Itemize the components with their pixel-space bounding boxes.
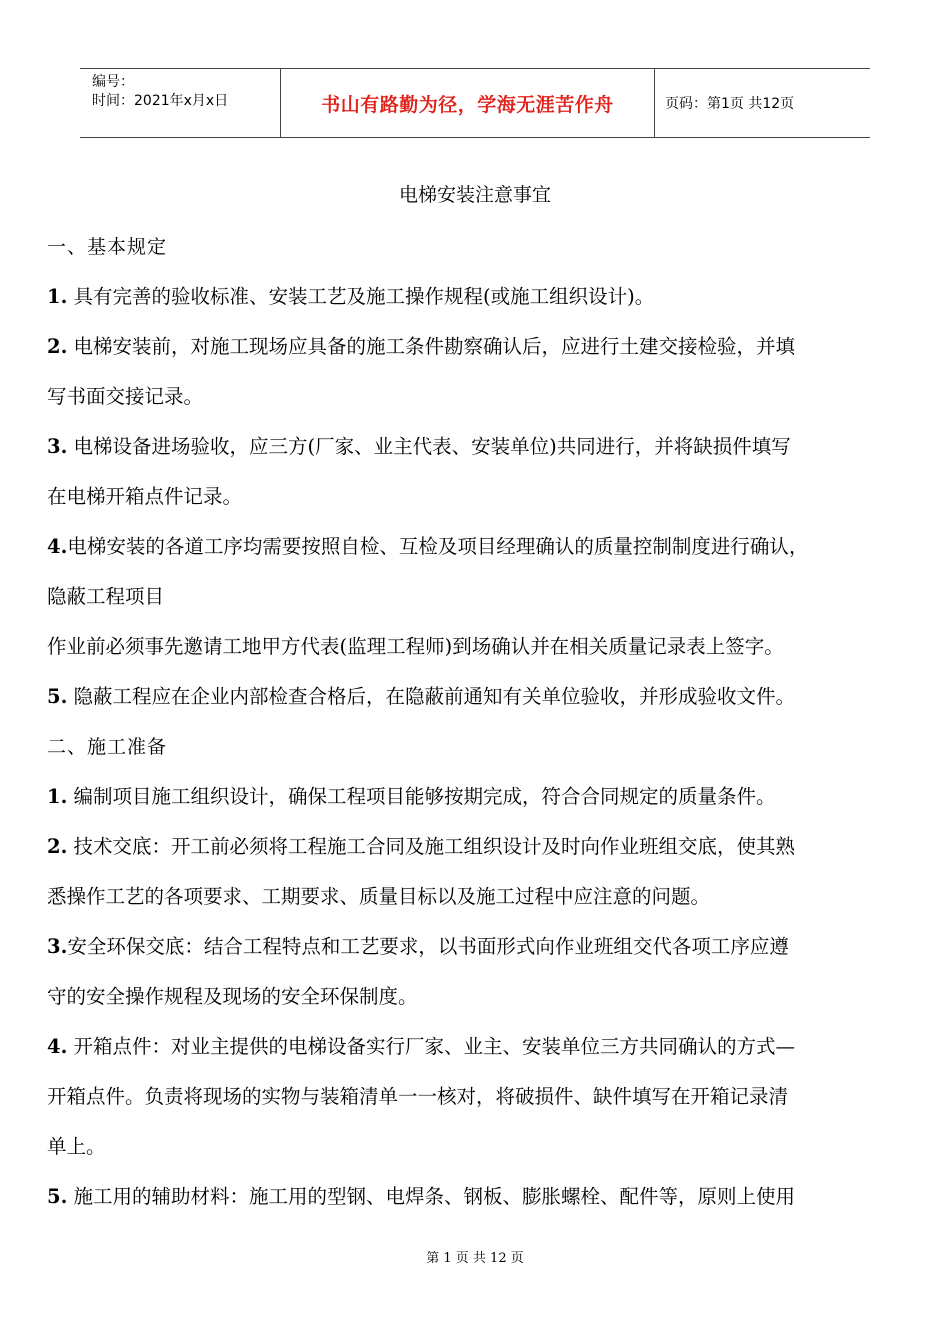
body-line — [47, 1122, 897, 1172]
body-line — [47, 572, 897, 622]
item-number: 5. — [47, 685, 68, 708]
item-number: 2. — [47, 835, 68, 858]
number-label: 编号： — [92, 74, 134, 90]
line-text: 一、基本规定 — [47, 236, 168, 258]
line-text: 技术交底：开工前必须将工程施工合同及施工组织设计及时向作业班组交底，使其熟 — [67, 835, 796, 858]
section-heading — [47, 722, 897, 772]
item-number: 4. — [47, 1035, 68, 1058]
document-title: 电梯安装注意事宜 — [398, 184, 551, 206]
line-text: 单上。 — [47, 1135, 106, 1158]
line-text: 开箱点件。负责将现场的实物与装箱清单一一核对，将破损件、缺件填写在开箱记录清 — [47, 1085, 789, 1108]
body-line — [47, 1072, 897, 1122]
body-line — [47, 1172, 897, 1222]
header-page-info: 页码：第1页 共12页 — [665, 96, 795, 112]
item-number: 1. — [47, 285, 68, 308]
document-body — [47, 222, 897, 1222]
document-header — [80, 68, 870, 138]
body-line — [47, 272, 897, 322]
body-line — [47, 822, 897, 872]
line-text: 隐蔽工程应在企业内部检查合格后，在隐蔽前通知有关单位验收，并形成验收文件。 — [67, 685, 796, 708]
line-text: 电梯设备进场验收，应三方(厂家、业主代表、安装单位)共同进行，并将缺损件填写 — [67, 435, 791, 458]
header-motto-cell — [281, 69, 655, 137]
body-line — [47, 772, 897, 822]
item-number: 5. — [47, 1185, 68, 1208]
line-text: 具有完善的验收标准、安装工艺及施工操作规程(或施工组织设计)。 — [67, 285, 655, 308]
item-number: 3. — [47, 935, 68, 958]
body-line — [47, 972, 897, 1022]
item-number: 2. — [47, 335, 68, 358]
section-heading — [47, 222, 897, 272]
item-number: 4. — [47, 535, 68, 558]
line-text: 悉操作工艺的各项要求、工期要求、质量目标以及施工过程中应注意的问题。 — [47, 885, 711, 908]
line-text: 在电梯开箱点件记录。 — [47, 485, 243, 508]
line-text: 守的安全操作规程及现场的安全环保制度。 — [47, 985, 418, 1008]
line-text: 作业前必须事先邀请工地甲方代表(监理工程师)到场确认并在相关质量记录表上签字。 — [47, 635, 784, 658]
body-line — [47, 422, 897, 472]
body-line — [47, 322, 897, 372]
body-line — [47, 472, 897, 522]
page-footer: 第 1 页 共 12 页 — [426, 1251, 524, 1266]
line-text: 二、施工准备 — [47, 736, 168, 758]
body-line — [47, 922, 897, 972]
item-number: 3. — [47, 435, 68, 458]
line-text: 安全环保交底：结合工程特点和工艺要求，以书面形式向作业班组交代各项工序应遵 — [67, 935, 789, 958]
body-line — [47, 1022, 897, 1072]
item-number: 1. — [47, 785, 68, 808]
body-line — [47, 372, 897, 422]
line-text: 开箱点件：对业主提供的电梯设备实行厂家、业主、安装单位三方共同确认的方式— — [67, 1035, 796, 1058]
line-text: 电梯安装的各道工序均需要按照自检、互检及项目经理确认的质量控制制度进行确认， — [67, 535, 809, 558]
time-label: 时间：2021年x月x日 — [92, 93, 229, 109]
body-line — [47, 872, 897, 922]
body-line — [47, 522, 897, 572]
body-line — [47, 672, 897, 722]
body-line — [47, 622, 897, 672]
line-text: 电梯安装前，对施工现场应具备的施工条件勘察确认后，应进行土建交接检验，并填 — [67, 335, 796, 358]
line-text: 编制项目施工组织设计，确保工程项目能够按期完成，符合合同规定的质量条件。 — [67, 785, 776, 808]
line-text: 隐蔽工程项目 — [47, 585, 165, 608]
header-meta — [80, 69, 281, 137]
line-text: 施工用的辅助材料：施工用的型钢、电焊条、钢板、膨胀螺栓、配件等，原则上使用 — [67, 1185, 796, 1208]
motto-text: 书山有路勤为径，学海无涯苦作舟 — [321, 93, 614, 116]
line-text: 写书面交接记录。 — [47, 385, 204, 408]
